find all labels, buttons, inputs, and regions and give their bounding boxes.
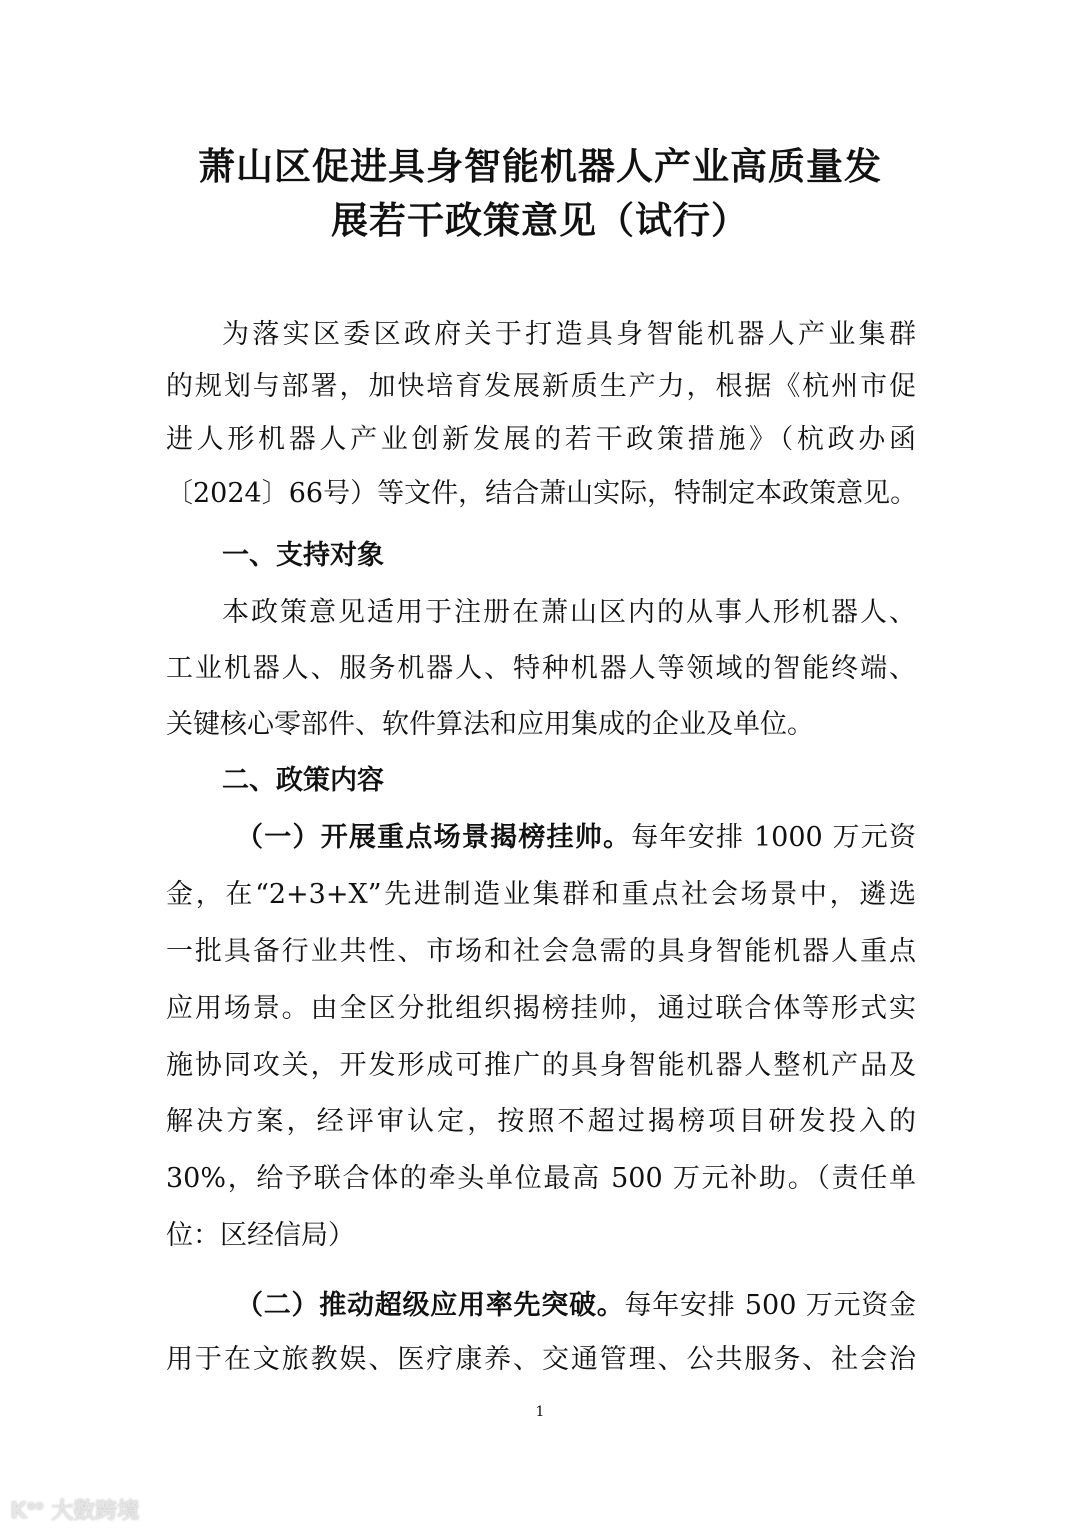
bold-lead: （二）推动超级应用率先突破。 [236,1290,625,1321]
paragraph-line [166,423,916,457]
paragraph-line [166,1162,916,1196]
paragraph-line [166,370,916,404]
line-text: 每年安排 1000 万元资 [631,822,917,853]
paragraph-line [236,1289,916,1323]
line-text: 用于在文旅教娱、医疗康养、交通管理、公共服务、社会治 [166,1344,916,1375]
paragraph-line [166,935,916,969]
paragraph-line [222,318,916,352]
line-text: 关键核心零部件、软件算法和应用集成的企业及单位。 [166,709,814,740]
section-heading [222,764,916,798]
bold-lead: 二、政策内容 [222,765,384,796]
paragraph-line [236,821,916,855]
paragraph-line [166,652,916,686]
watermark-logo: $K^{oo}$ 大数跨境 [10,1498,140,1524]
line-text: 的规划与部署，加快培育发展新质生产力，根据《杭州市促 [166,371,916,402]
line-text: 工业机器人、服务机器人、特种机器人等领域的智能终端、 [166,653,916,684]
paragraph-line [166,1219,916,1253]
bold-lead: （一）开展重点场景揭榜挂帅。 [236,822,632,853]
line-text: 每年安排 500 万元资金 [624,1290,916,1321]
page-number: 1 [535,1404,545,1420]
section-heading [222,539,916,573]
line-text: 进人形机器人产业创新发展的若干政策措施》（杭政办函 [166,424,916,455]
document-title-line-1: 萧山区促进具身智能机器人产业高质量发 [198,145,882,188]
line-text: 〔2024〕66号）等文件，结合萧山实际，特制定本政策意见。 [166,478,918,509]
line-text: 位：区经信局） [166,1220,355,1251]
line-text: 为落实区委区政府关于打造具身智能机器人产业集群 [222,319,916,350]
document-title-line-2: 展若干政策意见（试行） [331,199,749,242]
watermark-text: 大数跨境 [51,1499,140,1524]
paragraph-line [166,1049,916,1083]
line-text: 一批具备行业共性、市场和社会急需的具身智能机器人重点 [166,936,916,967]
paragraph-line [222,596,916,630]
paragraph-line [166,992,916,1026]
line-text: 施协同攻关，开发形成可推广的具身智能机器人整机产品及 [166,1050,916,1081]
paragraph-line [166,477,916,511]
line-text: 30%，给予联合体的牵头单位最高 500 万元补助。（责任单 [166,1163,916,1194]
line-text: 本政策意见适用于注册在萧山区内的从事人形机器人、 [222,597,916,628]
line-text: 解决方案，经评审认定，按照不超过揭榜项目研发投入的 [166,1106,916,1137]
line-text: 金，在“2+3+X”先进制造业集群和重点社会场景中，遴选 [166,879,916,910]
line-text: 应用场景。由全区分批组织揭榜挂帅，通过联合体等形式实 [166,993,916,1024]
paragraph-line [166,1343,916,1377]
bold-lead: 一、支持对象 [222,540,384,571]
paragraph-line [166,708,916,742]
paragraph-line [166,878,916,912]
paragraph-line [166,1105,916,1139]
